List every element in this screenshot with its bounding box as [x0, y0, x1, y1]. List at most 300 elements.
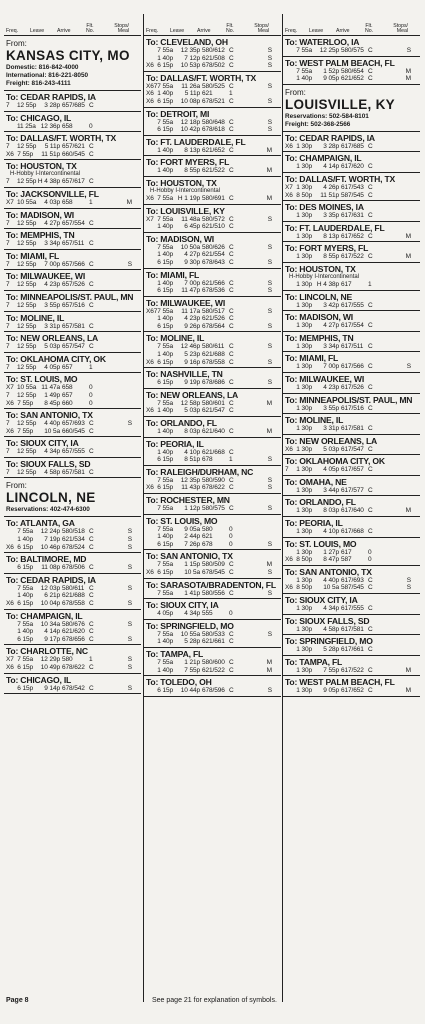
stops: 1	[89, 656, 93, 664]
destination-title: To: DALLAS/FT. WORTH, TX	[146, 72, 257, 83]
stops: 1	[89, 363, 93, 371]
frequency	[146, 287, 157, 295]
meal	[254, 351, 272, 359]
flight-number: 657/547	[62, 343, 85, 351]
stops: C	[368, 183, 373, 191]
flight-number: 580	[62, 656, 73, 664]
arrival-time: 12 25p	[319, 47, 339, 54]
arrival-time: 9 16p	[184, 358, 200, 366]
frequency: 7	[6, 343, 10, 351]
stops: 1	[229, 90, 233, 98]
arrival-time: 9 14p	[44, 684, 60, 692]
frequency	[146, 610, 157, 618]
flight-number: 587	[341, 556, 352, 564]
arrival-time: 4 40p	[323, 576, 339, 584]
meal	[114, 343, 132, 351]
column-1	[4, 14, 141, 1002]
origin-city: KANSAS CITY, MO	[6, 48, 130, 63]
arrival-time: 12 35p	[180, 47, 200, 54]
departure-time: 6 15p	[157, 379, 173, 387]
destination-block	[4, 209, 141, 230]
stops: C	[89, 635, 94, 643]
origin-block	[4, 478, 141, 517]
destination-block	[283, 594, 420, 615]
departure-time: 7 55a	[157, 343, 173, 351]
destination-block	[283, 291, 420, 312]
frequency	[146, 47, 157, 55]
meal	[254, 638, 272, 646]
destination-title: To: LOUISVILLE, KY	[146, 205, 225, 216]
destination-block	[283, 201, 420, 222]
flight-row	[285, 322, 418, 330]
destination-block	[283, 656, 420, 677]
departure-time: 7 55a	[157, 630, 173, 638]
departure-time: 7 55a	[157, 118, 173, 126]
column-3	[282, 14, 420, 1002]
stops: C	[229, 194, 234, 202]
flight-number: 621/510	[202, 223, 225, 231]
flight-number: 657/617	[62, 178, 85, 186]
destination-title: To: MILWAUKEE, WI	[285, 373, 365, 384]
arrival-time: 4 03p	[44, 198, 60, 206]
stops: C	[89, 150, 94, 158]
stops: C	[229, 428, 234, 436]
destination-title: To: SPRINGFIELD, MO	[146, 620, 234, 631]
flight-number: 678/521	[202, 97, 225, 105]
arrival-time: 7 00p	[184, 279, 200, 287]
flight-number: 617	[341, 280, 352, 288]
flight-row	[285, 549, 418, 557]
arrival-time: 5 28p	[323, 646, 339, 654]
frequency: X6	[285, 556, 293, 564]
frequency	[285, 253, 296, 261]
flight-number: 678/618	[202, 126, 225, 134]
destination-block	[144, 177, 281, 205]
meal: M	[405, 253, 411, 261]
flight-number: 617/554	[341, 322, 364, 330]
flight-number: 580/575	[202, 505, 225, 512]
flight-row	[146, 62, 279, 70]
flight-row	[285, 212, 418, 220]
meal	[393, 626, 411, 634]
airport-note: H-Hobby I-Intercontinental	[10, 171, 81, 178]
flight-row	[146, 308, 279, 316]
departure-time: 1 30p	[296, 322, 312, 330]
stops: C	[368, 232, 373, 240]
destination-block	[144, 579, 281, 600]
stops: 0	[229, 525, 233, 533]
flight-row	[146, 359, 279, 367]
flight-number: 617/577	[341, 486, 364, 494]
frequency	[6, 564, 17, 572]
meal: S	[267, 243, 272, 251]
frequency	[146, 400, 157, 408]
flight-row	[285, 192, 418, 200]
stops: C	[368, 142, 373, 150]
arrival-time: 4 14p	[323, 163, 339, 171]
frequency: X7	[146, 215, 154, 223]
frequency	[146, 167, 157, 175]
destination-block	[4, 645, 141, 673]
frequency	[146, 638, 157, 646]
flight-row	[146, 323, 279, 331]
stops: 0	[89, 399, 93, 407]
flight-row	[285, 528, 418, 536]
departure-time: 7 55a	[17, 528, 33, 536]
flight-number: 580/600	[202, 658, 225, 666]
meal	[254, 533, 272, 541]
stops: C	[229, 630, 234, 638]
flight-row	[6, 323, 139, 331]
frequency	[285, 163, 296, 171]
flight-row	[146, 667, 279, 675]
flight-row	[146, 223, 279, 231]
departure-time: 1 30p	[296, 183, 312, 191]
stops: C	[229, 658, 234, 666]
flight-number: 580/533	[202, 630, 225, 638]
arrival-time: 8 55p	[323, 253, 339, 261]
arrival-time: 4 26p	[323, 183, 339, 191]
departure-time: 6 15p	[157, 358, 173, 366]
flight-number: 621/620	[62, 628, 85, 636]
frequency: 7	[6, 391, 10, 399]
flight-row	[6, 428, 139, 436]
arrival-time: 10 55a	[180, 630, 200, 638]
frequency	[285, 507, 296, 515]
arrival-time: 4 23p	[44, 281, 60, 289]
departure-time: 1 30p	[296, 163, 312, 171]
frequency	[146, 428, 157, 436]
flight-row	[146, 83, 279, 91]
stops: C	[229, 251, 234, 259]
column-header	[283, 14, 420, 36]
flight-number: 678/686	[202, 379, 225, 387]
flight-row	[146, 407, 279, 415]
flight-number: 617/566	[341, 363, 364, 371]
origin-block	[4, 36, 141, 91]
flight-number: 678/502	[202, 62, 225, 70]
frequency	[285, 549, 296, 557]
meal	[393, 605, 411, 613]
departure-time: 11 25a	[17, 122, 36, 130]
departure-time: 6 15p	[157, 258, 173, 266]
departure-time: 1 40p	[157, 666, 173, 674]
stops: C	[368, 425, 373, 433]
stops: C	[229, 322, 234, 330]
meal	[393, 425, 411, 433]
frequency	[285, 343, 296, 351]
departure-time: 12 55p	[17, 301, 37, 309]
departure-time: 7 55a	[157, 399, 173, 407]
stops: C	[89, 343, 94, 351]
meal: M	[405, 75, 411, 83]
destination-block	[4, 373, 141, 409]
flight-number: 657/566	[62, 260, 85, 268]
flight-number: 657/581	[62, 468, 85, 476]
destination-block	[283, 132, 420, 153]
frequency: 7	[6, 102, 10, 109]
flight-number: 587/545	[341, 191, 364, 199]
header-freq: Freq.	[146, 28, 159, 35]
arrival-time: 1 49p	[44, 391, 60, 399]
meal	[114, 592, 132, 600]
stops: C	[229, 315, 234, 323]
frequency: 7	[6, 420, 10, 428]
arrival-time: 5 03p	[323, 445, 339, 453]
arrival-time: 2 44p	[184, 533, 200, 541]
arrival-time: H 4 38p	[316, 280, 339, 288]
header-stops: Stops/	[254, 22, 269, 29]
stops: C	[89, 420, 94, 428]
destination-title: To: MOLINE, IL	[285, 415, 344, 426]
flight-row	[6, 400, 139, 408]
stops: 0	[368, 556, 372, 564]
flight-row	[6, 469, 139, 477]
destination-title: To: DES MOINES, IA	[285, 202, 364, 213]
flight-row	[6, 536, 139, 544]
flight-row	[146, 400, 279, 408]
arrival-time: 12 35p	[180, 476, 200, 484]
destination-title: To: TAMPA, FL	[146, 648, 204, 659]
arrival-time: 12 24p	[40, 528, 60, 536]
stops: C	[229, 638, 234, 646]
departure-time: 1 30p	[296, 383, 312, 391]
flight-row	[285, 68, 418, 76]
departure-time: 7 55a	[157, 525, 173, 533]
page-footer	[4, 994, 421, 1008]
flight-row	[146, 280, 279, 288]
destination-title: To: JACKSONVILLE, FL	[6, 188, 99, 199]
meal: S	[406, 363, 411, 371]
meal	[393, 163, 411, 171]
departure-time: 1 30p	[296, 625, 312, 633]
arrival-time: 4 23p	[184, 315, 200, 323]
arrival-time: 4 27p	[44, 219, 60, 227]
stops: C	[229, 351, 234, 359]
meal	[114, 281, 132, 289]
departure-time: 1 40p	[157, 251, 173, 259]
frequency	[146, 280, 157, 288]
destination-title: To: DALLAS/FT. WORTH, TX	[6, 133, 117, 144]
stops: C	[89, 684, 94, 692]
arrival-time: 3 28p	[323, 142, 339, 150]
departure-time: 1 40p	[157, 315, 173, 323]
frequency	[6, 536, 17, 544]
frequency	[285, 68, 296, 76]
flight-row	[6, 151, 139, 159]
destination-block	[144, 599, 281, 620]
frequency	[146, 526, 157, 534]
header-flight-no	[219, 24, 241, 35]
frequency: 7	[6, 143, 10, 151]
departure-time: 1 40p	[157, 407, 173, 415]
destination-title: To: MADISON, WI	[6, 209, 74, 220]
flight-number: 621/668	[202, 448, 225, 456]
flight-row	[6, 656, 139, 664]
flight-row	[285, 425, 418, 433]
departure-time: 1 40p	[157, 54, 173, 62]
arrival-time: 7 00p	[323, 363, 339, 371]
flight-row	[285, 384, 418, 392]
stops: C	[89, 448, 94, 456]
stops: C	[89, 664, 94, 671]
header-flt: Flt.	[226, 22, 234, 29]
meal: S	[267, 97, 272, 105]
arrival-time: 3 31p	[323, 425, 339, 433]
arrival-time: 8 45p	[44, 399, 60, 407]
flight-number: 678	[202, 456, 213, 464]
flight-row	[285, 556, 418, 564]
flight-number: 621/640	[202, 428, 225, 436]
frequency	[285, 281, 296, 289]
stops: C	[229, 666, 234, 674]
departure-time: 1 30p	[296, 142, 312, 150]
departure-time: 12 55p	[17, 219, 37, 227]
header-leave: Leave	[170, 28, 185, 35]
stops: C	[229, 343, 234, 351]
stops: C	[229, 126, 234, 134]
destination-block	[144, 389, 281, 417]
departure-time: 1 30p	[296, 253, 312, 261]
meal: M	[405, 67, 411, 75]
header-arrive: Arrive	[57, 28, 71, 35]
flight-number: 678/596	[202, 687, 225, 695]
frequency	[285, 47, 296, 55]
flight-row	[146, 456, 279, 464]
arrival-time: 4 10p	[323, 528, 339, 536]
destination-block	[144, 332, 281, 368]
flight-row	[146, 343, 279, 351]
flight-row	[285, 343, 418, 351]
flight-number: 617/555	[341, 301, 364, 309]
destination-block	[4, 674, 141, 695]
arrival-time: 7 19p	[44, 536, 60, 544]
meal	[393, 343, 411, 351]
frequency: 7	[6, 301, 10, 309]
frequency: X7	[6, 384, 14, 392]
flight-number: 657/555	[62, 448, 85, 456]
stops: 0	[89, 122, 93, 130]
flight-row	[285, 163, 418, 171]
header-arrive: Arrive	[197, 28, 211, 35]
destination-block	[4, 610, 141, 646]
departure-time: 6 15p	[17, 684, 33, 692]
flight-number: 580/648	[202, 118, 225, 126]
origin-label: From:	[6, 39, 27, 48]
stops: C	[229, 687, 234, 695]
frequency: 7	[6, 468, 10, 476]
destination-title: To: DALLAS/FT. WORTH, TX	[285, 173, 396, 184]
departure-time: 10 55a	[17, 198, 37, 206]
frequency: X7	[285, 183, 293, 191]
meal: S	[267, 258, 272, 266]
destination-title: To: OKLAHOMA CITY, OK	[285, 456, 385, 467]
flight-number: 617/522	[341, 253, 364, 261]
destination-block	[144, 108, 281, 136]
arrival-time: H 4 38p	[37, 178, 60, 186]
departure-time: 1 30p	[296, 646, 312, 654]
flight-row	[285, 646, 418, 654]
flight-number: 617/652	[341, 687, 364, 695]
meal	[114, 220, 132, 228]
frequency: X67	[146, 307, 158, 315]
flight-row	[146, 590, 279, 598]
arrival-time: 9 05p	[323, 687, 339, 695]
flight-number: 580/572	[202, 215, 225, 223]
flight-number: 617/511	[341, 342, 364, 350]
departure-time: 1 30p	[296, 404, 312, 412]
frequency	[146, 541, 157, 549]
destination-title: To: CHICAGO, IL	[6, 674, 72, 685]
meal: M	[266, 658, 272, 666]
flight-number: 621/522	[202, 167, 225, 175]
arrival-time: 3 34p	[44, 240, 60, 248]
destination-title: To: NEW ORLEANS, LA	[146, 389, 238, 400]
flight-row	[285, 47, 418, 55]
flight-row	[146, 147, 279, 155]
meal	[114, 151, 132, 159]
departure-time: 1 30p	[296, 605, 312, 613]
destination-title: To: SIOUX CITY, IA	[146, 600, 219, 611]
destination-title: To: DETROIT, MI	[146, 108, 210, 119]
arrival-time: 12 58p	[180, 399, 200, 407]
frequency	[285, 405, 296, 413]
destination-block	[144, 205, 281, 233]
destination-block	[283, 538, 420, 566]
flight-number: 580/590	[202, 476, 225, 484]
departure-time: 7 55a	[296, 47, 312, 54]
flight-number: 658	[62, 384, 73, 392]
destination-block	[283, 635, 420, 656]
flight-number: 621/688	[202, 351, 225, 359]
departure-time: 1 30p	[296, 576, 312, 584]
flight-number: 657/685	[62, 102, 85, 109]
arrival-time: 4 14p	[44, 628, 60, 636]
destination-block	[4, 188, 141, 209]
destination-title: To: NEW ORLEANS, LA	[285, 435, 377, 446]
departure-time: 7 55a	[17, 584, 33, 592]
stops: 0	[229, 533, 233, 541]
stops: C	[368, 322, 373, 330]
departure-time: 6 15p	[157, 62, 173, 70]
arrival-time: 3 34p	[323, 342, 339, 350]
header-freq: Freq.	[285, 28, 298, 35]
stops: C	[229, 399, 234, 407]
destination-block	[4, 332, 141, 353]
destination-block	[283, 517, 420, 538]
departure-time: 1 30p	[296, 687, 312, 695]
flight-number: 617/652	[341, 232, 364, 240]
departure-time: 1 30p	[296, 528, 312, 536]
meal	[114, 240, 132, 248]
stops: 0	[368, 548, 372, 556]
frequency: 7	[6, 219, 10, 227]
meal: M	[405, 687, 411, 695]
arrival-time: 8 13p	[323, 232, 339, 240]
header-flt: Flt.	[86, 22, 94, 29]
flight-number: 660/545	[62, 427, 85, 435]
destination-title: To: OMAHA, NE	[285, 476, 347, 487]
departure-time: 6 15p	[17, 635, 33, 643]
departure-time: 1 30p	[296, 280, 312, 288]
stops: C	[368, 486, 373, 494]
frequency	[6, 636, 17, 644]
meal	[254, 449, 272, 457]
destination-block	[4, 409, 141, 437]
destination-title: To: TAMPA, FL	[285, 656, 343, 667]
stops: C	[89, 240, 94, 248]
destination-block	[283, 152, 420, 173]
